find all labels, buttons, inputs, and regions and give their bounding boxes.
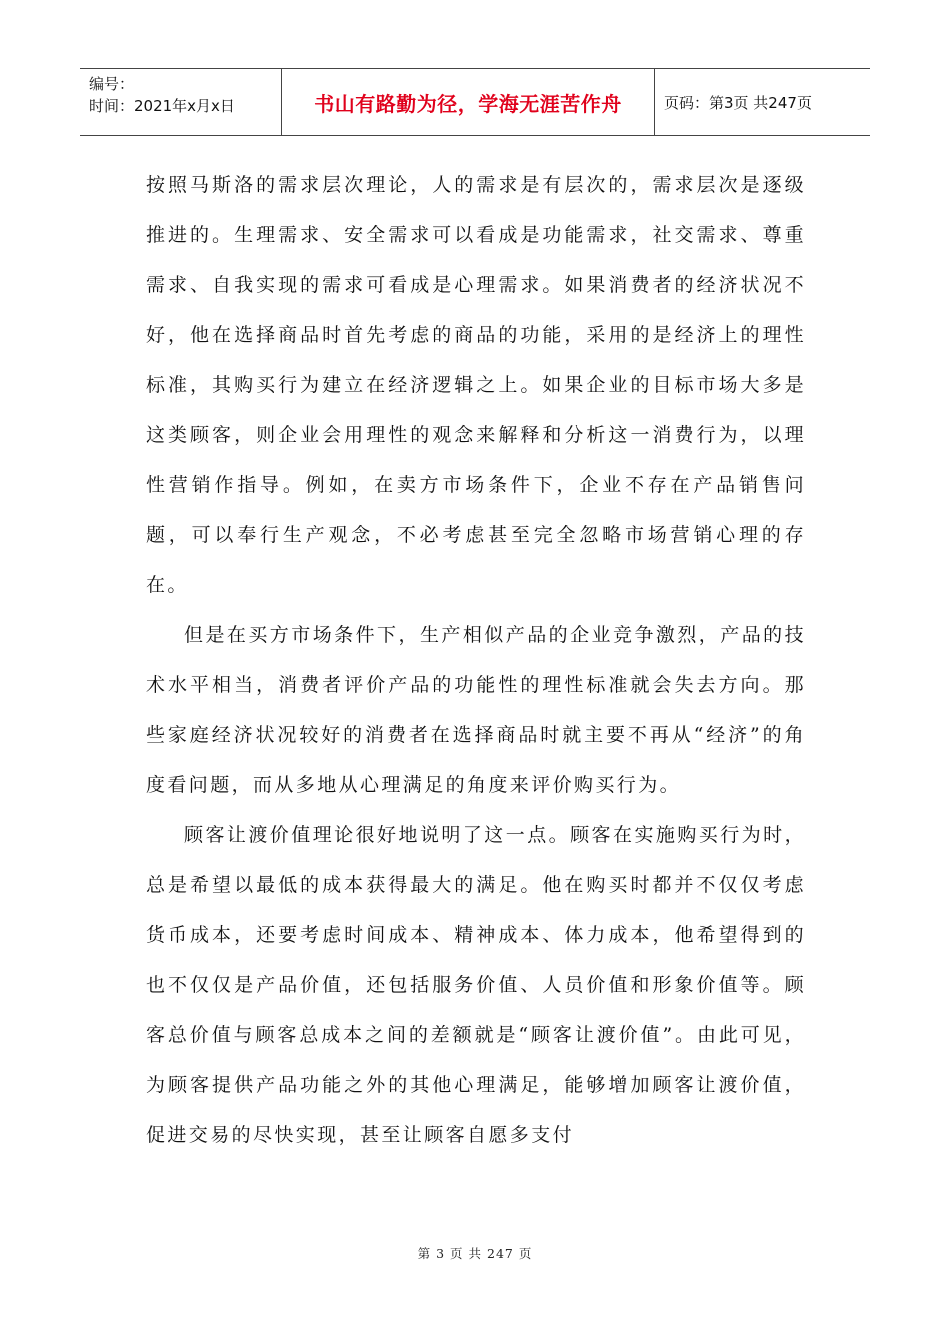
header-meta — [80, 69, 282, 135]
paragraph: 但是在买方市场条件下，生产相似产品的企业竞争激烈，产品的技术水平相当，消费者评价产品的功能性的理性标准就会失去方向。那些家庭经济状况较好的消费者在选择商品时就主要不再从“经济”的角度看问题，而从多地从心理满足的角度来评价购买行为。 — [146, 624, 806, 796]
document-body — [146, 160, 806, 1160]
paragraph: 按照马斯洛的需求层次理论，人的需求是有层次的，需求层次是逐级推进的。生理需求、安全需求可以看成是功能需求，社交需求、尊重需求、自我实现的需求可看成是心理需求。如果消费者的经济状况不好，他在选择商品时首先考虑的商品的功能，采用的是经济上的理性标准，其购买行为建立在经济逻辑之上。如果企业的目标市场大多是这类顾客，则企业会用理性的观念来解释和分析这一消费行为，以理性营销作指导。例如，在卖方市场条件下，企业不存在产品销售问题，可以奉行生产观念，不必考虑甚至完全忽略市场营销心理的存在。 — [146, 174, 806, 596]
page-header — [80, 68, 870, 136]
page-footer: 第 3 页 共 247 页 — [417, 1246, 533, 1261]
header-motto: 书山有路勤为径，学海无涯苦作舟 — [282, 69, 655, 135]
document-date: 时间：2021年x月x日 — [89, 97, 235, 115]
document-number-label: 编号： — [89, 75, 135, 93]
paragraph: 顾客让渡价值理论很好地说明了这一点。顾客在实施购买行为时，总是希望以最低的成本获得最大的满足。他在购买时都并不仅仅考虑货币成本，还要考虑时间成本、精神成本、体力成本，他希望得到的也不仅仅是产品价值，还包括服务价值、人员价值和形象价值等。顾客总价值与顾客总成本之间的差额就是“顾客让渡价值”。由此可见，为顾客提供产品功能之外的其他心理满足，能够增加顾客让渡价值，促进交易的尽快实现，甚至让顾客自愿多支付 — [146, 824, 806, 1146]
header-page-info: 页码：第3页 共247页 — [664, 93, 812, 112]
